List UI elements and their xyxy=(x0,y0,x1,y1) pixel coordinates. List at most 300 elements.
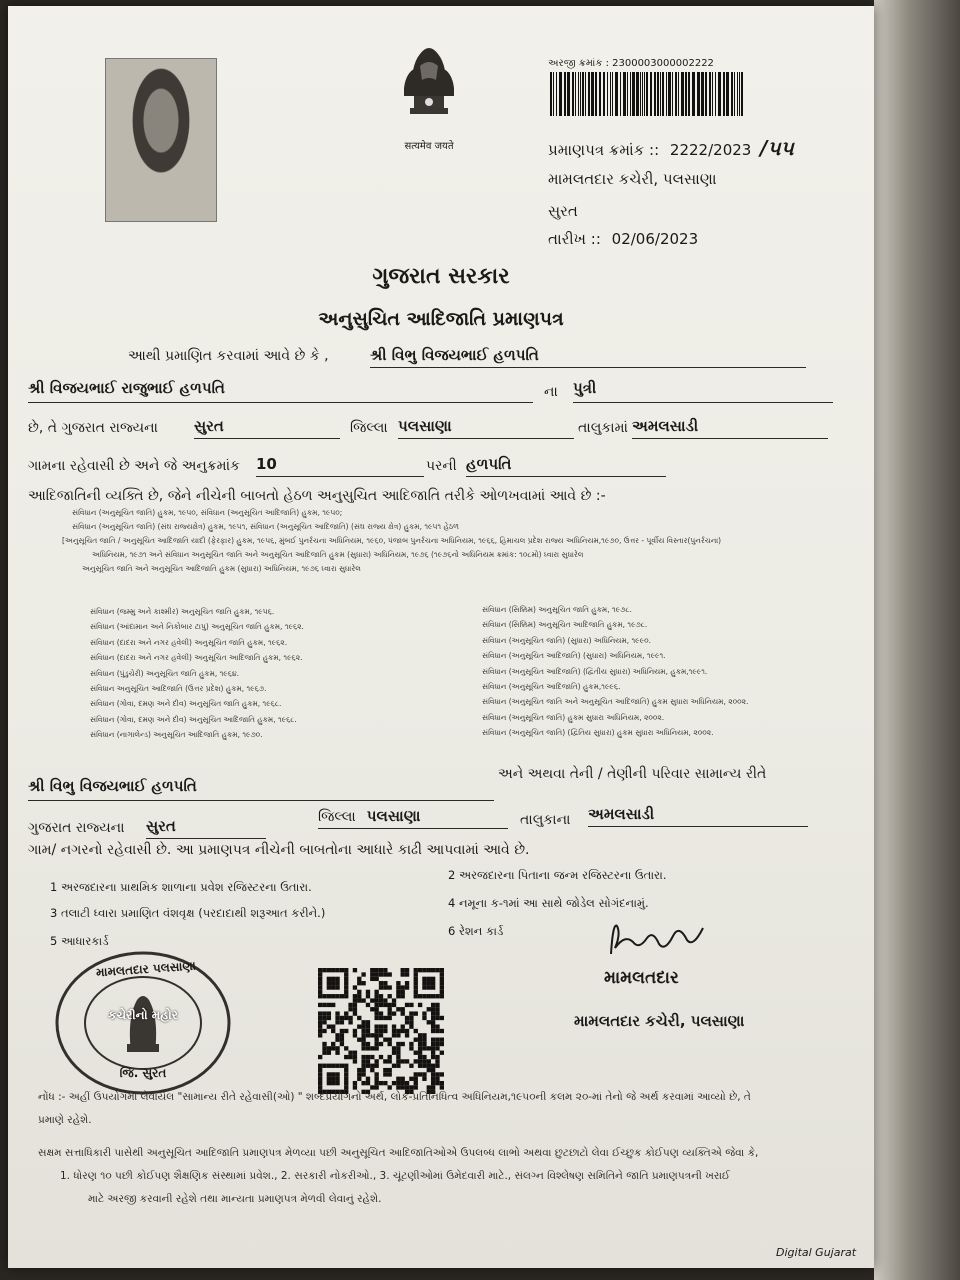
qr-module xyxy=(401,1024,405,1028)
barcode-bar xyxy=(650,72,652,116)
qr-module xyxy=(366,1046,370,1050)
qr-module xyxy=(401,968,405,972)
qr-module xyxy=(427,985,431,989)
qr-module xyxy=(414,981,418,985)
qr-module xyxy=(431,1055,435,1059)
qr-module xyxy=(344,1081,348,1085)
qr-module xyxy=(357,1038,361,1042)
qr-module xyxy=(422,985,426,989)
qr-module xyxy=(331,1042,335,1046)
qr-module xyxy=(435,1064,439,1068)
qr-module xyxy=(379,998,383,1002)
qr-module xyxy=(357,990,361,994)
relation-value: પુત્રી xyxy=(573,379,597,397)
qr-module xyxy=(340,1033,344,1037)
qr-module xyxy=(366,1024,370,1028)
qr-module xyxy=(414,1029,418,1033)
qr-module xyxy=(357,1072,361,1076)
qr-module xyxy=(409,1016,413,1020)
qr-module xyxy=(344,1064,348,1068)
qr-module xyxy=(422,994,426,998)
qr-module xyxy=(401,1042,405,1046)
qr-module xyxy=(409,1020,413,1024)
district-label: જિલ્લા xyxy=(350,420,388,436)
qr-module xyxy=(431,1029,435,1033)
barcode-bar xyxy=(615,72,618,116)
list-item: સંવિધાન (અનુસૂચિત જાતિ અને અનુસૂચિત આદિજાતિ) હુકમ સુધારા અધિનિયમ, ૨૦૦૨. xyxy=(482,697,749,707)
qr-module xyxy=(379,1016,383,1020)
qr-module xyxy=(322,994,326,998)
qr-module xyxy=(366,1042,370,1046)
office-city: સુરત xyxy=(548,202,578,220)
lion-capital-icon xyxy=(390,36,468,132)
qr-module xyxy=(440,1081,444,1085)
qr-module xyxy=(379,972,383,976)
application-number xyxy=(548,58,714,69)
signature xyxy=(603,914,713,964)
qr-module xyxy=(357,1024,361,1028)
list-item: સંવિધાન (જમ્મુ અને કાશ્મીર) અનુસૂચિત જાતિ હુકમ, ૧૯૫૬. xyxy=(90,607,275,616)
qr-module xyxy=(344,972,348,976)
qr-module xyxy=(318,1055,322,1059)
qr-module xyxy=(361,1059,365,1063)
qr-module xyxy=(440,1072,444,1076)
barcode-bar xyxy=(575,72,576,116)
qr-module xyxy=(396,985,400,989)
qr-module xyxy=(366,1059,370,1063)
qr-module xyxy=(327,1011,331,1015)
qr-module xyxy=(318,1072,322,1076)
emblem-motto: सत्यमेव जयते xyxy=(404,141,454,152)
qr-module xyxy=(331,994,335,998)
qr-module xyxy=(344,1016,348,1020)
qr-module xyxy=(418,994,422,998)
identified-text: આદિજાતિની વ્યક્તિ છે, જેને નીચેની બાબતો હેઠળ અનુસુચિત આદિજાતિ તરીકે ઓળખવામાં આવે છે :- xyxy=(28,488,606,504)
qr-module xyxy=(435,968,439,972)
qr-module xyxy=(370,968,374,972)
qr-module xyxy=(396,1051,400,1055)
qr-module xyxy=(422,968,426,972)
qr-module xyxy=(409,1011,413,1015)
qr-module xyxy=(357,1077,361,1081)
qr-module xyxy=(414,977,418,981)
barcode-bar xyxy=(612,72,613,116)
barcode-bar xyxy=(705,72,707,116)
qr-module xyxy=(374,994,378,998)
qr-module xyxy=(431,1064,435,1068)
qr-module xyxy=(418,1051,422,1055)
basis-text: ગામ/ નગરનો રહેવાસી છે. આ પ્રમાણપત્ર નીચેની બાબતોના આધારે કાઢી આપવામાં આવે છે. xyxy=(28,842,530,858)
list-item: સંવિધાન (અનુસૂચિત જાતિ) હુકમ સુધારા અધિનિયમ, ૨૦૦૨. xyxy=(482,712,665,722)
qr-module xyxy=(361,1020,365,1024)
qr-module xyxy=(431,1051,435,1055)
qr-module xyxy=(431,994,435,998)
legal-line: સંવિધાન (અનુસૂચિત જાતિ) (સંઘ રાજ્યક્ષેત્ર) હુકમ, ૧૯૫૧, સંવિધાન (અનુસૂચિત આદિજાતિ) (સંઘ રાજ્ય ક્ષેત્ર) હુકમ, ૧૯૫૧ હેઠળ xyxy=(72,522,460,531)
qr-module xyxy=(414,994,418,998)
qr-module xyxy=(361,1081,365,1085)
barcode-bar xyxy=(550,72,552,116)
qr-module xyxy=(374,1046,378,1050)
list-item: સંવિધાન (ગોવા, દમણ અને દીવ) અનુસૂચિત જાતિ હુકમ, ૧૯૬૮. xyxy=(90,699,282,709)
qr-module xyxy=(344,1046,348,1050)
qr-module xyxy=(327,1046,331,1050)
list-item: સંવિધાન (અનુસૂચિત જાતિ) (દ્વિતિય સુધારા) હુકમ સુધારા અધિનિયમ, ૨૦૦૨. xyxy=(482,728,714,738)
qr-module xyxy=(374,998,378,1002)
qr-module xyxy=(370,1068,374,1072)
qr-module xyxy=(366,1020,370,1024)
qr-module xyxy=(361,1033,365,1037)
qr-module xyxy=(374,1064,378,1068)
barcode-bar xyxy=(578,72,579,116)
barcode-bar xyxy=(556,72,557,116)
qr-module xyxy=(357,1016,361,1020)
qr-module xyxy=(405,981,409,985)
barcode-bar xyxy=(553,72,554,116)
qr-module xyxy=(335,968,339,972)
qr-module xyxy=(422,1011,426,1015)
qr-module xyxy=(427,1064,431,1068)
qr-module xyxy=(435,1007,439,1011)
qr-module xyxy=(414,1059,418,1063)
qr-module xyxy=(366,1003,370,1007)
qr-module xyxy=(414,990,418,994)
orders-list-right xyxy=(482,602,862,741)
qr-module xyxy=(331,1077,335,1081)
qr-module xyxy=(414,1051,418,1055)
qr-module xyxy=(331,1029,335,1033)
qr-module xyxy=(361,1029,365,1033)
district-value: સુરત xyxy=(194,417,224,435)
list-item: સંવિધાન (પુંડુચેરી) અનુસૂચિત જાતિ હુકમ, ૧૯૬૪. xyxy=(90,668,239,678)
list-item: સંવિધાન અનુસૂચિત આદિજાતિ (ઉત્તર પ્રદેશ) હુકમ, ૧૯૬૭. xyxy=(90,684,267,694)
qr-module xyxy=(344,977,348,981)
applicant-photo xyxy=(105,58,217,222)
qr-module xyxy=(335,994,339,998)
qr-module xyxy=(340,1020,344,1024)
qr-module xyxy=(374,1007,378,1011)
qr-module xyxy=(322,1042,326,1046)
qr-module xyxy=(383,981,387,985)
residence-village-field xyxy=(588,804,808,827)
qr-module xyxy=(405,985,409,989)
qr-module xyxy=(344,1029,348,1033)
qr-module xyxy=(396,1046,400,1050)
barcode-bar xyxy=(572,72,574,116)
signature-handwriting xyxy=(627,932,674,945)
qr-module xyxy=(392,1011,396,1015)
barcode-bar xyxy=(595,72,597,116)
qr-module xyxy=(327,1064,331,1068)
qr-module xyxy=(431,1007,435,1011)
qr-module xyxy=(383,1038,387,1042)
qr-module xyxy=(401,1077,405,1081)
qr-module xyxy=(357,994,361,998)
qr-module xyxy=(374,972,378,976)
qr-module xyxy=(374,1042,378,1046)
qr-module xyxy=(427,1046,431,1050)
residence-name: શ્રી વિભુ વિજયભાઈ હળપતિ xyxy=(28,777,197,795)
qr-module xyxy=(422,981,426,985)
qr-module xyxy=(396,994,400,998)
qr-module xyxy=(388,1072,392,1076)
qr-module xyxy=(340,968,344,972)
application-number-label: અરજી ક્રમાંક : xyxy=(548,58,609,69)
tribe-field xyxy=(466,454,666,477)
qr-module xyxy=(396,1029,400,1033)
qr-module xyxy=(431,1077,435,1081)
qr-module xyxy=(388,1042,392,1046)
qr-module xyxy=(427,968,431,972)
barcode-bar xyxy=(712,72,713,116)
qr-module xyxy=(396,1007,400,1011)
list-item: સંવિધાન (આંદામાન અને નિકોબાર ટાપુ) અનુસૂચિત જાતિ હુકમ, ૧૯૬૨. xyxy=(90,622,304,632)
barcode-bar xyxy=(610,72,611,116)
qr-module xyxy=(348,1007,352,1011)
qr-module xyxy=(431,1072,435,1076)
qr-module xyxy=(344,1068,348,1072)
qr-module xyxy=(331,1072,335,1076)
qr-module xyxy=(392,998,396,1002)
qr-module xyxy=(396,1042,400,1046)
qr-module xyxy=(340,1016,344,1020)
qr-module xyxy=(392,1051,396,1055)
qr-module xyxy=(344,985,348,989)
qr-module xyxy=(418,1064,422,1068)
qr-module xyxy=(353,1081,357,1085)
qr-module xyxy=(383,1016,387,1020)
qr-module xyxy=(327,985,331,989)
qr-module xyxy=(366,1029,370,1033)
qr-module xyxy=(353,1033,357,1037)
notes-block xyxy=(32,1086,852,1211)
qr-module xyxy=(440,981,444,985)
qr-module xyxy=(357,981,361,985)
qr-module xyxy=(374,1003,378,1007)
qr-module xyxy=(388,1038,392,1042)
qr-module xyxy=(331,1046,335,1050)
barcode-bar xyxy=(657,72,659,116)
qr-module xyxy=(409,1042,413,1046)
qr-module xyxy=(379,1011,383,1015)
qr-module xyxy=(431,985,435,989)
qr-module xyxy=(318,1016,322,1020)
qr-module xyxy=(331,1081,335,1085)
of-label: ના xyxy=(544,384,558,400)
qr-module xyxy=(361,1046,365,1050)
qr-module xyxy=(322,1046,326,1050)
qr-module xyxy=(427,981,431,985)
date-value: 02/06/2023 xyxy=(611,230,699,248)
barcode-bar xyxy=(588,72,590,116)
qr-module xyxy=(327,1051,331,1055)
resident-prefix: ગામના રહેવાસી છે અને જે અનુક્રમાંક xyxy=(28,458,240,474)
qr-module xyxy=(335,1064,339,1068)
document-item: 6 રેશન કાર્ડ xyxy=(448,924,504,938)
qr-module xyxy=(431,981,435,985)
qr-module xyxy=(383,1003,387,1007)
qr-module xyxy=(392,1003,396,1007)
qr-module xyxy=(401,1029,405,1033)
qr-module xyxy=(431,1020,435,1024)
qr-module xyxy=(392,1033,396,1037)
qr-module xyxy=(431,1038,435,1042)
qr-module xyxy=(379,994,383,998)
qr-module xyxy=(335,1033,339,1037)
qr-module xyxy=(353,1007,357,1011)
qr-module xyxy=(340,994,344,998)
qr-module xyxy=(318,1020,322,1024)
qr-module xyxy=(379,1024,383,1028)
barcode-bar xyxy=(567,72,570,116)
qr-module xyxy=(379,1003,383,1007)
page-title: ગુજરાત સરકાર xyxy=(372,264,510,289)
legal-line: અધિનિયમ, ૧૯૭૧ અને સંવિધાન અનુસૂચિત જાતિ અને અનુસૂચિત આદિજાતિ હુકમ (સુધારા) અધિનિયમ, ૧૯૭૬ (૧૯૭૬નો અધિનિયમ ક્રમાંક: ૧૦૮મો) ધ્વારા સુધારેલ xyxy=(92,550,584,559)
qr-module xyxy=(435,1011,439,1015)
qr-module xyxy=(392,1081,396,1085)
qr-module xyxy=(435,1059,439,1063)
qr-module xyxy=(383,1081,387,1085)
qr-module xyxy=(409,1046,413,1050)
qr-module xyxy=(327,1072,331,1076)
qr-module xyxy=(414,968,418,972)
qr-module xyxy=(353,968,357,972)
barcode-bar xyxy=(599,72,601,116)
qr-module xyxy=(361,998,365,1002)
barcode-bar xyxy=(737,72,738,116)
qr-module xyxy=(374,1033,378,1037)
tribe-value: હળપતિ xyxy=(466,455,512,473)
qr-module xyxy=(335,981,339,985)
qr-module xyxy=(340,1064,344,1068)
qr-module xyxy=(379,1055,383,1059)
qr-module xyxy=(379,981,383,985)
qr-module xyxy=(374,1024,378,1028)
barcode-bar xyxy=(662,72,664,116)
qr-module xyxy=(435,994,439,998)
qr-module xyxy=(327,1016,331,1020)
par-label: પરની xyxy=(426,458,457,474)
qr-module xyxy=(353,1051,357,1055)
qr-module xyxy=(353,1059,357,1063)
qr-module xyxy=(335,977,339,981)
barcode-bar xyxy=(630,72,631,116)
qr-module xyxy=(401,1011,405,1015)
qr-module xyxy=(353,1055,357,1059)
qr-module xyxy=(344,1055,348,1059)
barcode-bar xyxy=(559,72,562,116)
qr-module xyxy=(422,1042,426,1046)
taluka-field xyxy=(398,416,574,439)
qr-module xyxy=(348,1055,352,1059)
qr-module xyxy=(318,1024,322,1028)
qr-module xyxy=(344,994,348,998)
qr-module xyxy=(374,1077,378,1081)
qr-module xyxy=(322,1029,326,1033)
qr-module xyxy=(418,1055,422,1059)
qr-module xyxy=(318,977,322,981)
qr-module xyxy=(318,1081,322,1085)
seal-middle-text: કચેરીનો મહોર xyxy=(107,1008,179,1022)
list-item: સંવિધાન (નાગાલેન્ડ) અનુસૂચિત આદિજાતિ હુકમ, ૧૯૭૦. xyxy=(90,730,263,740)
qr-module xyxy=(440,972,444,976)
qr-module xyxy=(405,1059,409,1063)
document-item: 2 અરજદારના પિતાના જન્મ રજિસ્ટરના ઉતારા. xyxy=(448,868,667,882)
name-field xyxy=(370,345,806,368)
barcode-bar xyxy=(642,72,643,116)
father-field xyxy=(28,378,533,403)
list-item: સંવિધાન (દાદરા અને નગર હવેલી) અનુસૂચિત આદિજાતિ હુકમ, ૧૯૬૨. xyxy=(90,653,303,663)
qr-module xyxy=(327,1003,331,1007)
barcode-bar xyxy=(718,72,721,116)
qr-module xyxy=(414,985,418,989)
qr-module xyxy=(401,1059,405,1063)
qr-module xyxy=(370,998,374,1002)
qr-module xyxy=(327,1077,331,1081)
qr-module xyxy=(335,1081,339,1085)
qr-module xyxy=(318,985,322,989)
qr-module xyxy=(392,1046,396,1050)
qr-module xyxy=(370,977,374,981)
qr-module xyxy=(361,1055,365,1059)
qr-module xyxy=(374,977,378,981)
residence-district-field xyxy=(146,816,266,839)
qr-module xyxy=(401,994,405,998)
qr-module xyxy=(396,981,400,985)
qr-module xyxy=(388,985,392,989)
qr-module xyxy=(370,972,374,976)
qr-module xyxy=(335,985,339,989)
qr-module xyxy=(370,1064,374,1068)
qr-module xyxy=(440,1051,444,1055)
qr-module xyxy=(366,1081,370,1085)
qr-module xyxy=(422,1064,426,1068)
qr-module xyxy=(392,1064,396,1068)
qr-module xyxy=(383,1024,387,1028)
taluka-value: પલસાણા xyxy=(398,417,452,435)
qr-module xyxy=(422,1055,426,1059)
qr-module xyxy=(422,1046,426,1050)
certificate-sheet xyxy=(8,6,874,1268)
qr-module xyxy=(344,981,348,985)
qr-module xyxy=(318,994,322,998)
qr-module xyxy=(335,1046,339,1050)
qr-module xyxy=(383,1059,387,1063)
barcode-bar xyxy=(632,72,635,116)
barcode-bar xyxy=(678,72,679,116)
office-seal xyxy=(53,948,233,1098)
qr-module xyxy=(418,1038,422,1042)
note-line: સક્ષમ સત્તાધિકારી પાસેથી અનુસૂચિત આદિજાતિ પ્રમાણપત્ર મેળવ્યા પછી અનુસૂચિત આદિજાતિઓએ ઉપલબ્ધ લાભો અથવા છુટછાટો લેવા ઈચ્છુક કોઈપણ વ્યક્તિએ જેવા કે, xyxy=(38,1147,759,1159)
qr-module xyxy=(331,977,335,981)
qr-module xyxy=(348,1020,352,1024)
certificate-number xyxy=(548,136,794,160)
cert-no-label: પ્રમાણપત્ર ક્રમાંક :: xyxy=(548,141,660,159)
qr-module xyxy=(331,985,335,989)
qr-module xyxy=(318,1064,322,1068)
qr-module xyxy=(435,1024,439,1028)
date-label: તારીખ :: xyxy=(548,230,601,248)
qr-module xyxy=(388,1011,392,1015)
qr-module xyxy=(435,1016,439,1020)
list-item: સંવિધાન (અનુસૂચિત આદિજાતિ) (સુધારા) અધિનિયમ, ૧૯૯૧. xyxy=(482,651,666,661)
qr-module xyxy=(374,1038,378,1042)
list-item: સંવિધાન (ગોવા, દમણ અને દીવ) અનુસૂચિત આદિજાતિ હુકમ, ૧૯૬૮. xyxy=(90,714,297,724)
qr-module xyxy=(318,990,322,994)
qr-module xyxy=(418,1059,422,1063)
qr-module xyxy=(431,977,435,981)
qr-module xyxy=(401,972,405,976)
qr-module xyxy=(392,1029,396,1033)
